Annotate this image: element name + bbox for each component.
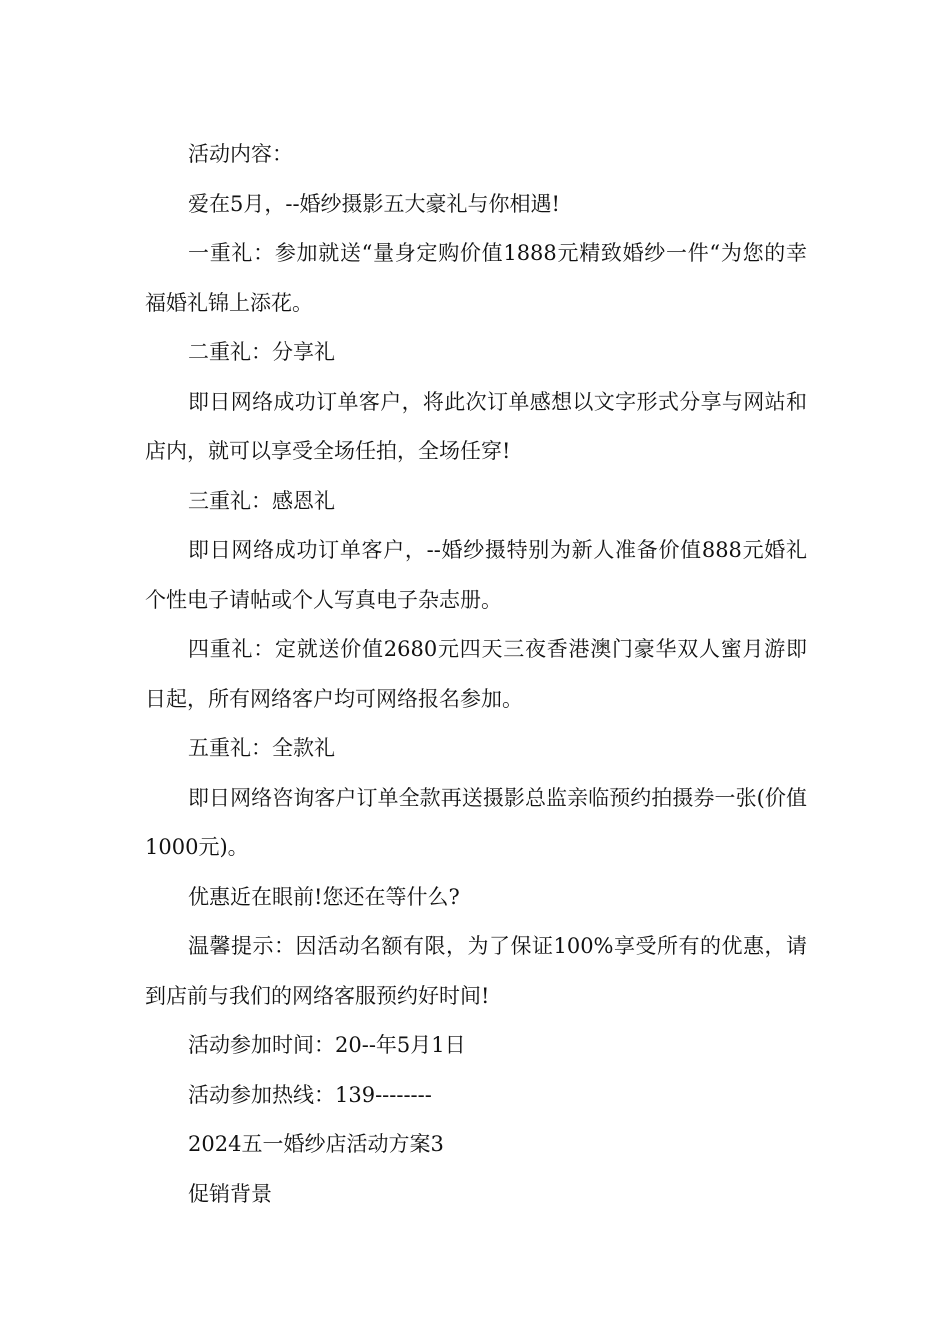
paragraph-intro: 爱在5月，--婚纱摄影五大豪礼与你相遇! bbox=[188, 191, 560, 216]
paragraph-gift-two-heading: 二重礼：分享礼 bbox=[188, 340, 335, 364]
paragraph-gift-four: 四重礼：定就送价值2680元四天三夜香港澳门豪华双人蜜月游即日起，所有网络客户均可网络报名参加。 bbox=[145, 637, 807, 711]
paragraph-gift-one: 一重礼：参加就送“量身定购价值1888元精致婚纱一件“为您的幸福婚礼锦上添花。 bbox=[145, 241, 807, 315]
document-page bbox=[145, 130, 807, 1219]
paragraph-gift-five-heading: 五重礼：全款礼 bbox=[188, 736, 335, 760]
paragraph-gift-five-body: 即日网络咨询客户订单全款再送摄影总监亲临预约拍摄券一张(价值1000元)。 bbox=[145, 785, 807, 859]
paragraph-activity-content-heading: 活动内容： bbox=[188, 142, 293, 166]
paragraph-gift-two-body: 即日网络成功订单客户，将此次订单感想以文字形式分享与网站和店内，就可以享受全场任拍，全场任穿! bbox=[145, 389, 807, 463]
paragraph-promotion-background: 促销背景 bbox=[188, 1181, 272, 1206]
paragraph-plan-three-title: 2024五一婚纱店活动方案3 bbox=[188, 1132, 444, 1156]
paragraph-activity-hotline: 活动参加热线：139-------- bbox=[188, 1082, 432, 1107]
paragraph-activity-time: 活动参加时间：20--年5月1日 bbox=[188, 1033, 466, 1057]
paragraph-reminder: 温馨提示：因活动名额有限，为了保证100%享受所有的优惠，请到店前与我们的网络客服预约好时间! bbox=[145, 934, 807, 1008]
paragraph-gift-three-body: 即日网络成功订单客户，--婚纱摄特别为新人准备价值888元婚礼个性电子请帖或个人写真电子杂志册。 bbox=[145, 538, 807, 612]
paragraph-offer-call: 优惠近在眼前!您还在等什么? bbox=[188, 884, 460, 909]
paragraph-gift-three-heading: 三重礼：感恩礼 bbox=[188, 488, 335, 513]
